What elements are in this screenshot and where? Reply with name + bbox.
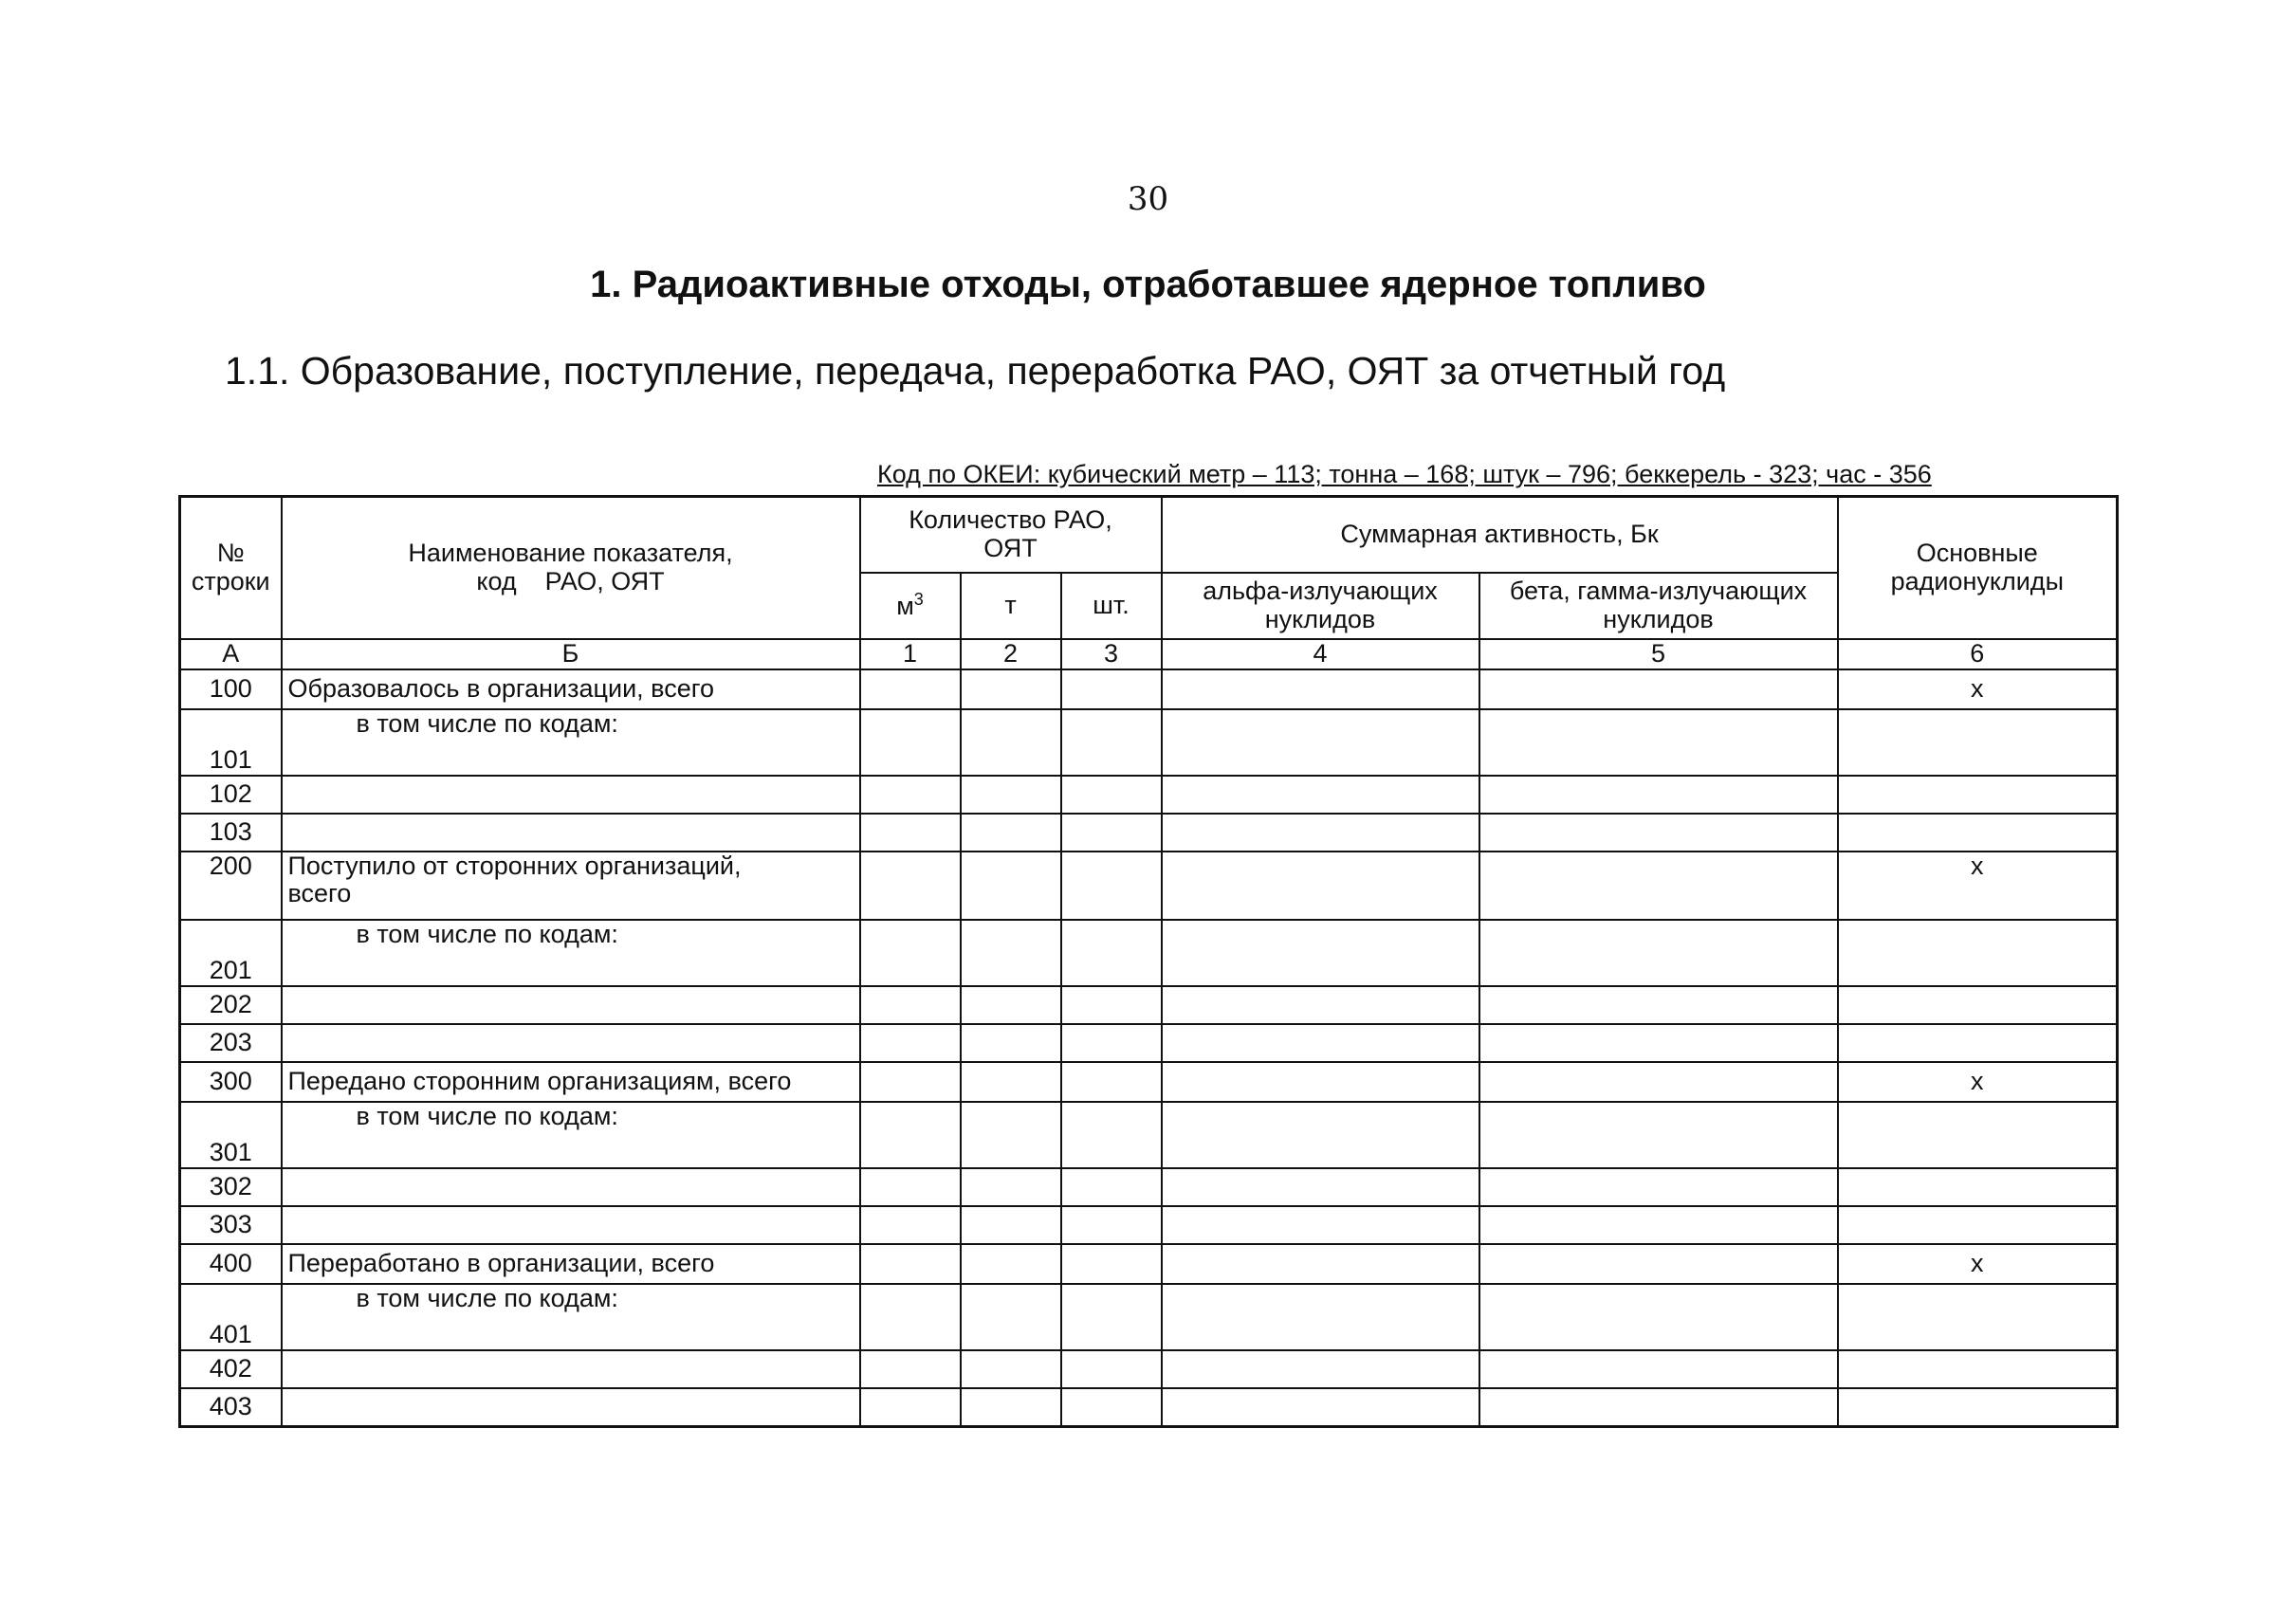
row-label: в том числе по кодам: bbox=[282, 920, 860, 986]
cell-t[interactable] bbox=[961, 1102, 1061, 1168]
cell-beta[interactable] bbox=[1479, 852, 1838, 920]
column-index: 5 bbox=[1479, 639, 1838, 669]
header-beta-gamma: бета, гамма-излучающих нуклидов bbox=[1479, 573, 1838, 639]
cell-radionuclides[interactable] bbox=[1838, 1102, 2118, 1168]
cell-pcs[interactable] bbox=[1061, 1388, 1162, 1427]
cell-m3[interactable] bbox=[860, 1206, 961, 1244]
column-index: А bbox=[180, 639, 282, 669]
table-row bbox=[180, 1168, 2118, 1206]
row-code: 200 bbox=[180, 852, 282, 920]
cell-alpha[interactable] bbox=[1162, 709, 1479, 776]
cell-radionuclides: х bbox=[1838, 1244, 2118, 1284]
cell-m3[interactable] bbox=[860, 1244, 961, 1284]
row-code: 201 bbox=[180, 920, 282, 986]
cell-m3[interactable] bbox=[860, 1284, 961, 1350]
row-label: в том числе по кодам: bbox=[282, 1102, 860, 1168]
cell-radionuclides: х bbox=[1838, 852, 2118, 920]
column-index: 3 bbox=[1061, 639, 1162, 669]
cell-m3[interactable] bbox=[860, 852, 961, 920]
row-label: Передано сторонним организациям, всего bbox=[282, 1062, 860, 1102]
header-unit-t: т bbox=[961, 573, 1061, 639]
table-row bbox=[180, 986, 2118, 1024]
row-code: 101 bbox=[180, 709, 282, 776]
header-radionuclides: Основные радионуклиды bbox=[1838, 497, 2118, 639]
row-code: 102 bbox=[180, 776, 282, 814]
table-row bbox=[180, 1244, 2118, 1284]
cell-alpha[interactable] bbox=[1162, 814, 1479, 852]
cell-beta[interactable] bbox=[1479, 920, 1838, 986]
row-label: Образовалось в организации, всего bbox=[282, 669, 860, 709]
row-code: 103 bbox=[180, 814, 282, 852]
header-total-activity: Суммарная активность, Бк bbox=[1162, 497, 1838, 573]
header-alpha: альфа-излучающих нуклидов bbox=[1162, 573, 1479, 639]
page-number: 30 bbox=[1127, 180, 1169, 218]
cell-m3[interactable] bbox=[860, 1350, 961, 1388]
cell-alpha[interactable] bbox=[1162, 1102, 1479, 1168]
cell-pcs[interactable] bbox=[1061, 709, 1162, 776]
row-code: 400 bbox=[180, 1244, 282, 1284]
table-row bbox=[180, 709, 2118, 776]
cell-m3[interactable] bbox=[860, 1062, 961, 1102]
row-label[interactable] bbox=[282, 1206, 860, 1244]
table-row bbox=[180, 1102, 2118, 1168]
cell-alpha[interactable] bbox=[1162, 1284, 1479, 1350]
cell-beta[interactable] bbox=[1479, 1168, 1838, 1206]
cell-alpha[interactable] bbox=[1162, 1206, 1479, 1244]
table-row bbox=[180, 776, 2118, 814]
cell-pcs[interactable] bbox=[1061, 669, 1162, 709]
cell-m3[interactable] bbox=[860, 986, 961, 1024]
cell-radionuclides[interactable] bbox=[1838, 986, 2118, 1024]
cell-alpha[interactable] bbox=[1162, 920, 1479, 986]
subsection-title: 1.1. Образование, поступление, передача, переработка РАО, ОЯТ за отчетный год bbox=[225, 349, 1726, 393]
cell-beta[interactable] bbox=[1479, 986, 1838, 1024]
report-table bbox=[178, 495, 2119, 1428]
okei-units-note: Код по ОКЕИ: кубический метр – 113; тонна – 168; штук – 796; беккерель - 323; час - 356 bbox=[877, 460, 1932, 488]
cell-t[interactable] bbox=[961, 920, 1061, 986]
cell-t[interactable] bbox=[961, 1244, 1061, 1284]
cell-beta[interactable] bbox=[1479, 1102, 1838, 1168]
column-index: 4 bbox=[1162, 639, 1479, 669]
cell-alpha[interactable] bbox=[1162, 1350, 1479, 1388]
row-label[interactable] bbox=[282, 776, 860, 814]
cell-radionuclides[interactable] bbox=[1838, 814, 2118, 852]
cell-radionuclides[interactable] bbox=[1838, 1388, 2118, 1427]
cell-alpha[interactable] bbox=[1162, 1244, 1479, 1284]
cell-t[interactable] bbox=[961, 1168, 1061, 1206]
cell-beta[interactable] bbox=[1479, 1206, 1838, 1244]
column-index: Б bbox=[282, 639, 860, 669]
header-unit-pcs: шт. bbox=[1061, 573, 1162, 639]
cell-beta[interactable] bbox=[1479, 776, 1838, 814]
cell-radionuclides[interactable] bbox=[1838, 1206, 2118, 1244]
row-label[interactable] bbox=[282, 986, 860, 1024]
header-unit-m3: $м^3$ bbox=[860, 573, 961, 639]
row-code: 403 bbox=[180, 1388, 282, 1427]
header-row-top bbox=[180, 497, 2118, 573]
table-row bbox=[180, 920, 2118, 986]
cell-pcs[interactable] bbox=[1061, 1024, 1162, 1062]
cell-radionuclides[interactable] bbox=[1838, 920, 2118, 986]
column-index-row bbox=[180, 639, 2118, 669]
column-index: 6 bbox=[1838, 639, 2118, 669]
cell-t[interactable] bbox=[961, 1062, 1061, 1102]
cell-t[interactable] bbox=[961, 1024, 1061, 1062]
cell-alpha[interactable] bbox=[1162, 852, 1479, 920]
table-row bbox=[180, 1284, 2118, 1350]
table-row bbox=[180, 814, 2118, 852]
cell-pcs[interactable] bbox=[1061, 1168, 1162, 1206]
cell-pcs[interactable] bbox=[1061, 920, 1162, 986]
cell-radionuclides[interactable] bbox=[1838, 709, 2118, 776]
cell-alpha[interactable] bbox=[1162, 1062, 1479, 1102]
cell-beta[interactable] bbox=[1479, 1244, 1838, 1284]
cell-alpha[interactable] bbox=[1162, 669, 1479, 709]
cell-alpha[interactable] bbox=[1162, 1024, 1479, 1062]
cell-radionuclides[interactable] bbox=[1838, 1024, 2118, 1062]
cell-t[interactable] bbox=[961, 1350, 1061, 1388]
cell-radionuclides[interactable] bbox=[1838, 1350, 2118, 1388]
row-code: 401 bbox=[180, 1284, 282, 1350]
cell-t[interactable] bbox=[961, 776, 1061, 814]
cell-radionuclides: х bbox=[1838, 669, 2118, 709]
cell-t[interactable] bbox=[961, 814, 1061, 852]
cell-m3[interactable] bbox=[860, 709, 961, 776]
cell-beta[interactable] bbox=[1479, 1350, 1838, 1388]
cell-pcs[interactable] bbox=[1061, 1206, 1162, 1244]
cell-m3[interactable] bbox=[860, 814, 961, 852]
cell-pcs[interactable] bbox=[1061, 1284, 1162, 1350]
cell-t[interactable] bbox=[961, 1206, 1061, 1244]
header-quantity: Количество РАО, ОЯТ bbox=[860, 497, 1162, 573]
table-row bbox=[180, 1206, 2118, 1244]
column-index: 1 bbox=[860, 639, 961, 669]
row-label[interactable] bbox=[282, 1388, 860, 1427]
row-label: Переработано в организации, всего bbox=[282, 1244, 860, 1284]
cell-t[interactable] bbox=[961, 986, 1061, 1024]
row-code: 203 bbox=[180, 1024, 282, 1062]
column-index: 2 bbox=[961, 639, 1061, 669]
row-label: Поступило от сторонних организаций, всего bbox=[282, 852, 860, 920]
table-row bbox=[180, 1024, 2118, 1062]
cell-m3[interactable] bbox=[860, 1024, 961, 1062]
table-row bbox=[180, 852, 2118, 920]
cell-beta[interactable] bbox=[1479, 1388, 1838, 1427]
cell-alpha[interactable] bbox=[1162, 1168, 1479, 1206]
cell-t[interactable] bbox=[961, 669, 1061, 709]
cell-m3[interactable] bbox=[860, 669, 961, 709]
row-code: 301 bbox=[180, 1102, 282, 1168]
cell-pcs[interactable] bbox=[1061, 776, 1162, 814]
section-title: 1. Радиоактивные отходы, отработавшее ядерное топливо bbox=[590, 264, 1706, 305]
table-row bbox=[180, 1388, 2118, 1427]
cell-beta[interactable] bbox=[1479, 709, 1838, 776]
cell-alpha[interactable] bbox=[1162, 986, 1479, 1024]
cell-pcs[interactable] bbox=[1061, 1244, 1162, 1284]
row-code: 202 bbox=[180, 986, 282, 1024]
row-label[interactable] bbox=[282, 1024, 860, 1062]
row-label[interactable] bbox=[282, 1350, 860, 1388]
row-code: 100 bbox=[180, 669, 282, 709]
row-label[interactable] bbox=[282, 1168, 860, 1206]
cell-beta[interactable] bbox=[1479, 814, 1838, 852]
cell-alpha[interactable] bbox=[1162, 1388, 1479, 1427]
cell-pcs[interactable] bbox=[1061, 852, 1162, 920]
row-code: 303 bbox=[180, 1206, 282, 1244]
cell-radionuclides[interactable] bbox=[1838, 1284, 2118, 1350]
cell-pcs[interactable] bbox=[1061, 814, 1162, 852]
cell-m3[interactable] bbox=[860, 776, 961, 814]
cell-beta[interactable] bbox=[1479, 669, 1838, 709]
cell-pcs[interactable] bbox=[1061, 1350, 1162, 1388]
row-code: 302 bbox=[180, 1168, 282, 1206]
row-label[interactable] bbox=[282, 814, 860, 852]
cell-m3[interactable] bbox=[860, 1102, 961, 1168]
cell-m3[interactable] bbox=[860, 1168, 961, 1206]
cell-alpha[interactable] bbox=[1162, 776, 1479, 814]
table-row bbox=[180, 669, 2118, 709]
row-code: 300 bbox=[180, 1062, 282, 1102]
row-label: в том числе по кодам: bbox=[282, 709, 860, 776]
cell-radionuclides[interactable] bbox=[1838, 1168, 2118, 1206]
table-row bbox=[180, 1062, 2118, 1102]
cell-pcs[interactable] bbox=[1061, 1062, 1162, 1102]
cell-m3[interactable] bbox=[860, 920, 961, 986]
cell-pcs[interactable] bbox=[1061, 1102, 1162, 1168]
cell-t[interactable] bbox=[961, 852, 1061, 920]
header-indicator-name: Наименование показателя, код РАО, ОЯТ bbox=[282, 497, 860, 639]
cell-t[interactable] bbox=[961, 709, 1061, 776]
cell-pcs[interactable] bbox=[1061, 986, 1162, 1024]
table-row bbox=[180, 1350, 2118, 1388]
row-code: 402 bbox=[180, 1350, 282, 1388]
cell-beta[interactable] bbox=[1479, 1284, 1838, 1350]
cell-t[interactable] bbox=[961, 1388, 1061, 1427]
cell-beta[interactable] bbox=[1479, 1024, 1838, 1062]
cell-radionuclides[interactable] bbox=[1838, 776, 2118, 814]
row-label: в том числе по кодам: bbox=[282, 1284, 860, 1350]
cell-radionuclides: х bbox=[1838, 1062, 2118, 1102]
cell-beta[interactable] bbox=[1479, 1062, 1838, 1102]
cell-t[interactable] bbox=[961, 1284, 1061, 1350]
cell-m3[interactable] bbox=[860, 1388, 961, 1427]
header-row-number: № строки bbox=[180, 497, 282, 639]
